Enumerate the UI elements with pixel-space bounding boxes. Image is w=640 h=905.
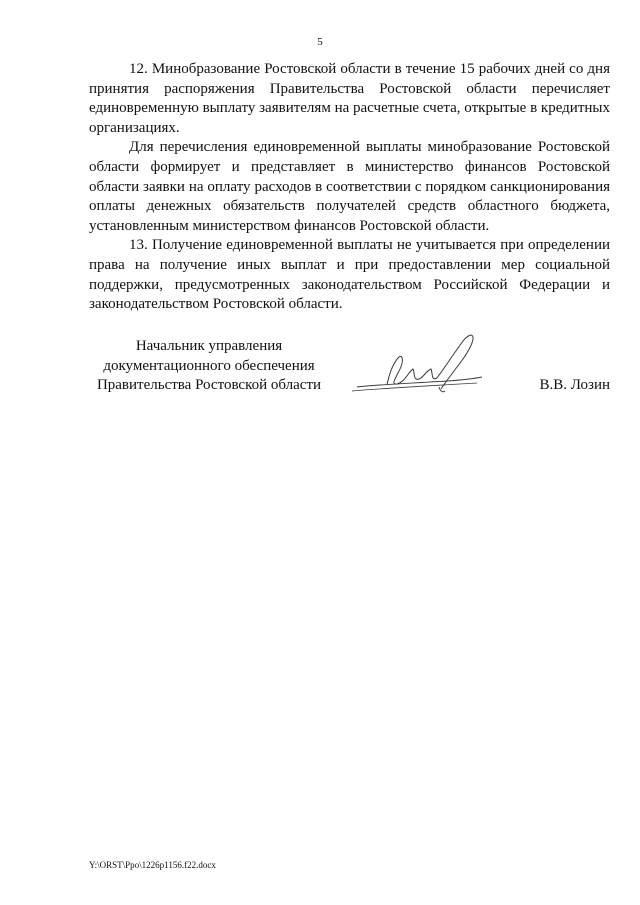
document-body — [89, 60, 610, 315]
signatory-title-line-3: Правительства Ростовской области — [96, 377, 322, 394]
signatory-title-line-1: Начальник управления — [135, 338, 283, 354]
signatory-title-line-2: документационного обеспечения — [103, 357, 315, 374]
paragraph-12: 12. Минобразование Ростовской области в течение 15 рабочих дней со дня принятия распоряжения Правительства Ростовской области перечисляет единовременную выплату заявителям на расчетные счета, открытые в кредитных организациях. — [89, 61, 610, 136]
signatory-name: В.В. Лозин — [539, 377, 610, 393]
footer-file-path: Y:\ORST\Ppo\1226p1156.f22.docx — [89, 860, 216, 870]
signature-block — [89, 337, 610, 397]
paragraph-transfer-procedure: Для перечисления единовременной выплаты минобразование Ростовской области формирует и представляет в министерство финансов Ростовской области заявки на оплату расходов в соответствии с порядком санкционирования оплаты денежных обязательств получателей средств областного бюджета, установленным министерством финансов Ростовской области. — [89, 139, 610, 234]
signatory-title — [89, 337, 329, 396]
handwritten-signature — [327, 327, 497, 407]
paragraph-13: 13. Получение единовременной выплаты не учитывается при определении права на получение иных выплат и при предоставлении мер социальной поддержки, предусмотренных законодательством Российской Федерации и законодательством Ростовской области. — [89, 237, 610, 313]
page-number: 5 — [317, 36, 323, 48]
